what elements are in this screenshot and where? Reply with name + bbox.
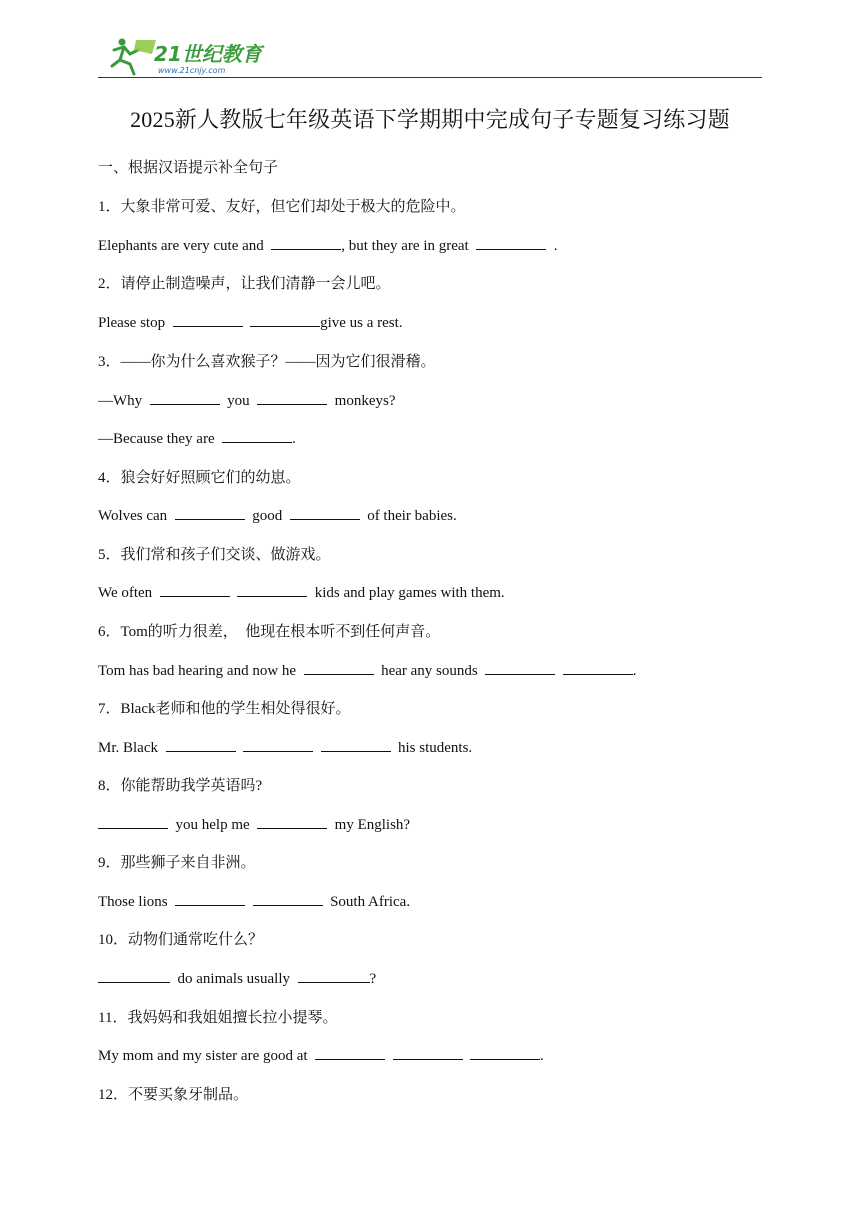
text: . — [632, 663, 637, 679]
question-8-chinese: 8．你能帮助我学英语吗? — [98, 778, 263, 794]
answer-blank[interactable] — [298, 968, 370, 983]
text: Please stop — [98, 315, 173, 331]
answer-blank[interactable] — [563, 660, 633, 675]
text — [463, 1048, 471, 1064]
text: Wolves can — [98, 508, 175, 524]
text — [243, 315, 251, 331]
text — [313, 740, 321, 756]
question-6-chinese: 6．Tom的听力很差， 他现在根本听不到任何声音。 — [98, 624, 441, 640]
runner-icon — [112, 39, 156, 75]
question-2-english — [98, 312, 403, 334]
text — [245, 894, 253, 910]
text: —Because they are — [98, 431, 223, 447]
section-heading: 一、根据汉语提示补全句子 — [98, 160, 279, 176]
text: give us a rest. — [320, 315, 403, 331]
header-divider — [98, 77, 762, 78]
answer-blank[interactable] — [321, 737, 391, 752]
logo-text: 21世纪教育 — [154, 42, 262, 66]
text: you help me — [168, 817, 258, 833]
answer-blank[interactable] — [175, 891, 245, 906]
answer-blank[interactable] — [393, 1045, 463, 1060]
question-6-english — [98, 660, 636, 682]
question-5-chinese: 5．我们常和孩子们交谈、做游戏。 — [98, 547, 331, 563]
answer-blank[interactable] — [160, 582, 230, 597]
question-9-english — [98, 891, 410, 913]
question-10-english — [98, 968, 376, 990]
answer-blank[interactable] — [271, 235, 341, 250]
text — [236, 740, 244, 756]
page-title: 2025新人教版七年级英语下学期期中完成句子专题复习练习题 — [130, 107, 730, 132]
answer-blank[interactable] — [485, 660, 555, 675]
question-7-english — [98, 737, 472, 759]
question-9-chinese: 9．那些狮子来自非洲。 — [98, 855, 256, 871]
text: . — [292, 431, 296, 447]
text: . — [546, 238, 558, 254]
answer-blank[interactable] — [243, 737, 313, 752]
text: good — [244, 508, 290, 524]
text: ? — [369, 971, 377, 987]
answer-blank[interactable] — [476, 235, 546, 250]
text: Those lions — [98, 894, 176, 910]
answer-blank[interactable] — [98, 814, 168, 829]
text: do animals usually — [170, 971, 298, 987]
text: you — [219, 393, 258, 409]
question-1-english — [98, 235, 557, 257]
answer-blank[interactable] — [237, 582, 307, 597]
answer-blank[interactable] — [173, 312, 243, 327]
answer-blank[interactable] — [250, 312, 320, 327]
answer-blank[interactable] — [257, 390, 327, 405]
question-8-english — [98, 814, 410, 836]
text: Mr. Black — [98, 740, 166, 756]
text: monkeys? — [327, 393, 396, 409]
text: Elephants are very cute and — [98, 238, 272, 254]
text: My mom and my sister are good at — [98, 1048, 316, 1064]
question-1-chinese: 1．大象非常可爱、友好，但它们却处于极大的危险中。 — [98, 199, 466, 215]
answer-blank[interactable] — [150, 390, 220, 405]
text: —Why — [98, 393, 150, 409]
text — [555, 663, 563, 679]
text: We often — [98, 585, 160, 601]
text — [230, 585, 238, 601]
question-12-chinese: 12．不要买象牙制品。 — [98, 1087, 249, 1103]
question-3-chinese: 3．——你为什么喜欢猴子？——因为它们很滑稽。 — [98, 354, 436, 370]
text: his students. — [390, 740, 473, 756]
text: my English? — [327, 817, 411, 833]
text — [385, 1048, 393, 1064]
answer-blank[interactable] — [470, 1045, 540, 1060]
text: Tom has bad hearing and now he — [98, 663, 304, 679]
answer-blank[interactable] — [166, 737, 236, 752]
answer-blank[interactable] — [304, 660, 374, 675]
answer-blank[interactable] — [175, 505, 245, 520]
question-3-english-a — [98, 390, 396, 412]
question-5-english — [98, 582, 505, 604]
text: , but they are in great — [341, 238, 477, 254]
answer-blank[interactable] — [222, 428, 292, 443]
answer-blank[interactable] — [98, 968, 170, 983]
question-11-english — [98, 1045, 544, 1067]
answer-blank[interactable] — [257, 814, 327, 829]
question-7-chinese: 7．Black老师和他的学生相处得很好。 — [98, 701, 351, 717]
question-4-english — [98, 505, 457, 527]
text: kids and play games with them. — [307, 585, 505, 601]
question-3-english-b — [98, 428, 296, 450]
answer-blank[interactable] — [315, 1045, 385, 1060]
text: . — [540, 1048, 544, 1064]
question-10-chinese: 10．动物们通常吃什么？ — [98, 932, 264, 948]
answer-blank[interactable] — [290, 505, 360, 520]
question-11-chinese: 11．我妈妈和我姐姐擅长拉小提琴。 — [98, 1010, 338, 1026]
logo-url: www.21cnjy.com — [158, 66, 226, 75]
text: hear any sounds — [373, 663, 486, 679]
text: South Africa. — [322, 894, 411, 910]
question-4-chinese: 4．狼会好好照顾它们的幼崽。 — [98, 470, 301, 486]
logo — [108, 36, 278, 78]
text: of their babies. — [359, 508, 457, 524]
question-2-chinese: 2．请停止制造噪声，让我们清静一会儿吧。 — [98, 276, 391, 292]
answer-blank[interactable] — [253, 891, 323, 906]
